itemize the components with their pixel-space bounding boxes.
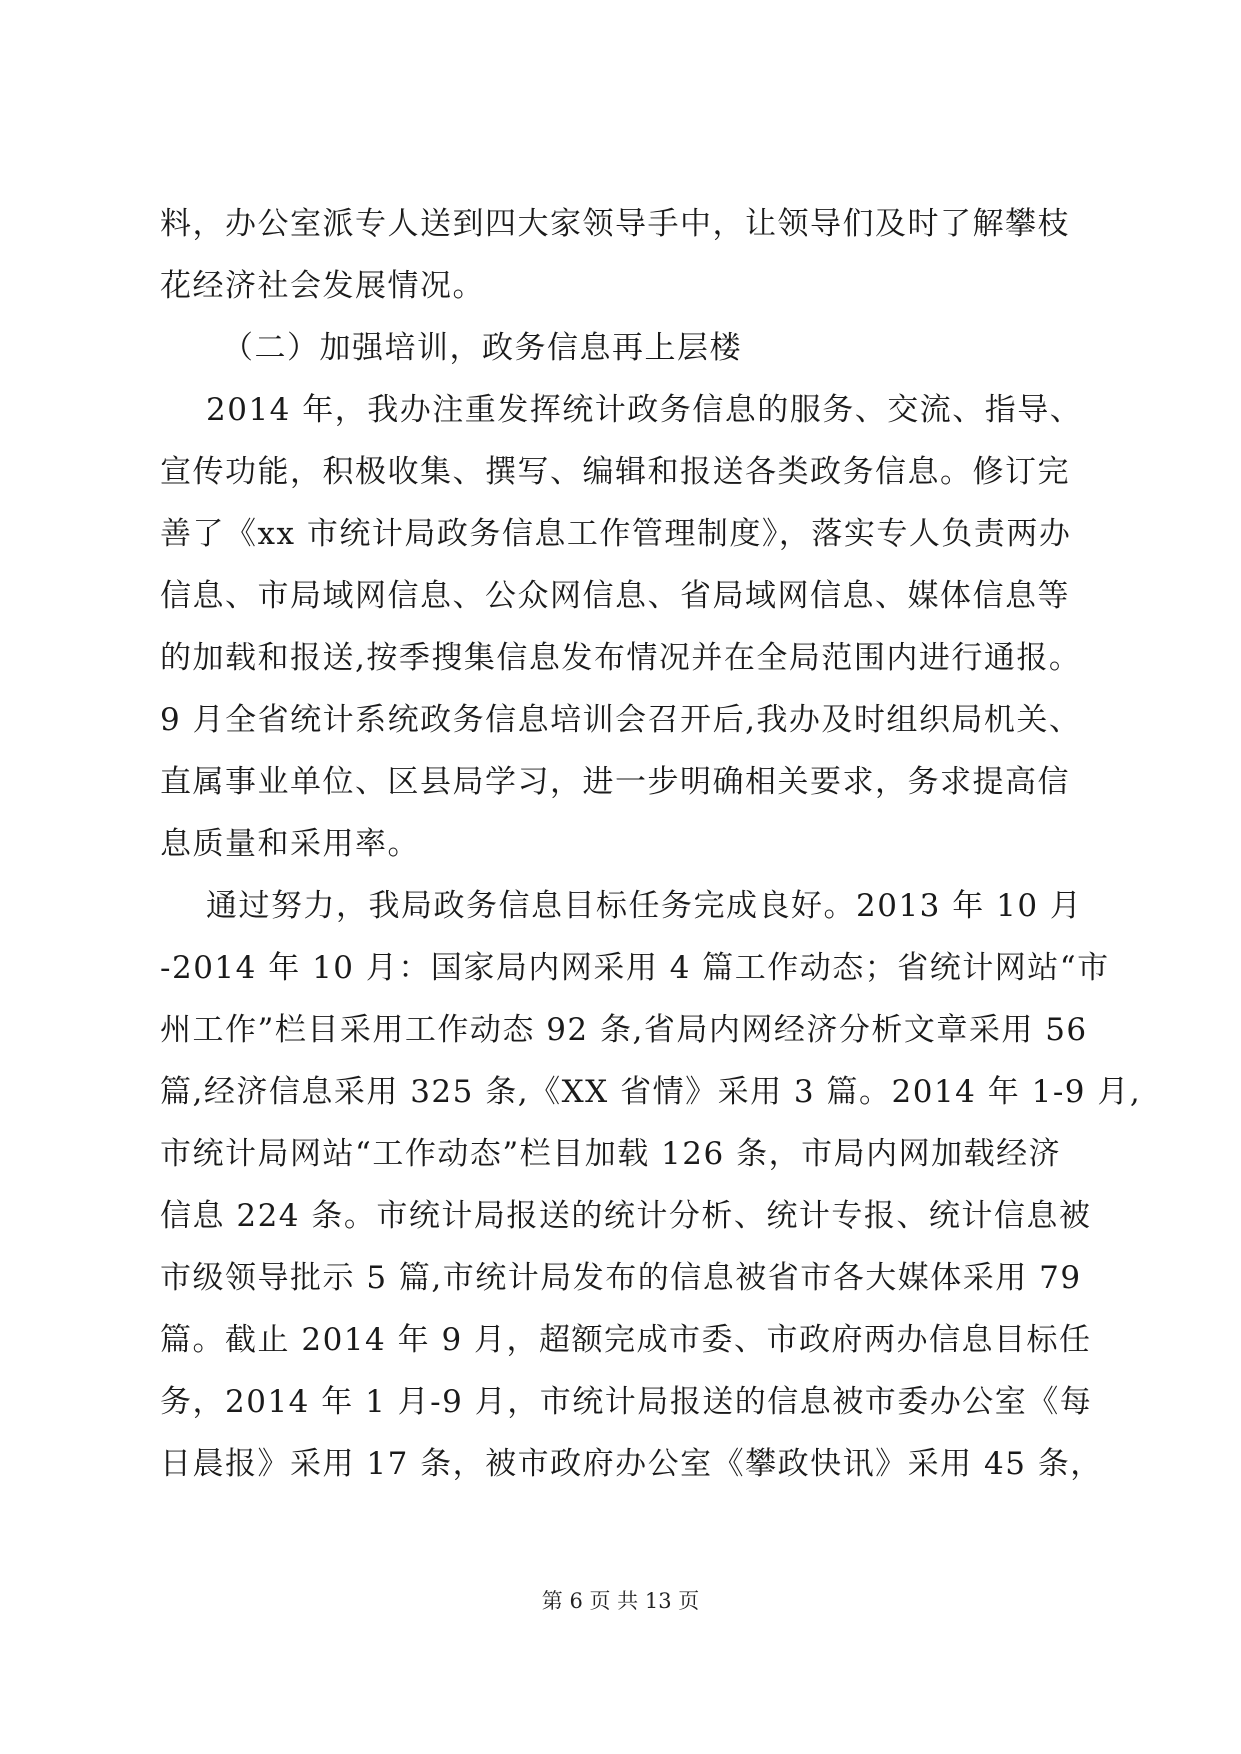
body-line: 篇,经济信息采用 325 条,《XX 省情》采用 3 篇。2014 年 1-9 月, xyxy=(160,1074,1142,1110)
body-line: 通过努力，我局政务信息目标任务完成良好。2013 年 10 月 xyxy=(206,888,1083,924)
body-line: 料，办公室派专人送到四大家领导手中，让领导们及时了解攀枝 xyxy=(160,206,1070,242)
body-line: 宣传功能，积极收集、撰写、编辑和报送各类政务信息。修订完 xyxy=(160,454,1070,490)
body-line: 市统计局网站“工作动态”栏目加载 126 条，市局内网加载经济 xyxy=(160,1136,1062,1172)
body-line: 善了《xx 市统计局政务信息工作管理制度》，落实专人负责两办 xyxy=(160,516,1072,552)
body-line: 信息、市局域网信息、公众网信息、省局域网信息、媒体信息等 xyxy=(160,578,1070,614)
section-heading: （二）加强培训，政务信息再上层楼 xyxy=(222,330,742,366)
body-line: 的加载和报送,按季搜集信息发布情况并在全局范围内进行通报。 xyxy=(160,640,1082,676)
body-line: 务，2014 年 1 月-9 月，市统计局报送的信息被市委办公室《每 xyxy=(160,1384,1093,1420)
body-line: 篇。截止 2014 年 9 月，超额完成市委、市政府两办信息目标任 xyxy=(160,1322,1092,1358)
body-line: 2014 年，我办注重发挥统计政务信息的服务、交流、指导、 xyxy=(206,392,1083,428)
body-line: 花经济社会发展情况。 xyxy=(160,268,485,304)
body-line: -2014 年 10 月：国家局内网采用 4 篇工作动态；省统计网站“市 xyxy=(160,950,1110,986)
body-line: 日晨报》采用 17 条，被市政府办公室《攀政快讯》采用 45 条， xyxy=(160,1446,1103,1482)
body-line: 市级领导批示 5 篇,市统计局发布的信息被省市各大媒体采用 79 xyxy=(160,1260,1082,1296)
body-line: 息质量和采用率。 xyxy=(160,826,420,862)
page-number-footer: 第 6 页 共 13 页 xyxy=(541,1589,700,1613)
body-line: 9 月全省统计系统政务信息培训会召开后,我办及时组织局机关、 xyxy=(160,702,1082,738)
body-line: 直属事业单位、区县局学习，进一步明确相关要求，务求提高信 xyxy=(160,764,1070,800)
body-line: 信息 224 条。市统计局报送的统计分析、统计专报、统计信息被 xyxy=(160,1198,1092,1234)
body-line: 州工作”栏目采用工作动态 92 条,省局内网经济分析文章采用 56 xyxy=(160,1012,1088,1048)
